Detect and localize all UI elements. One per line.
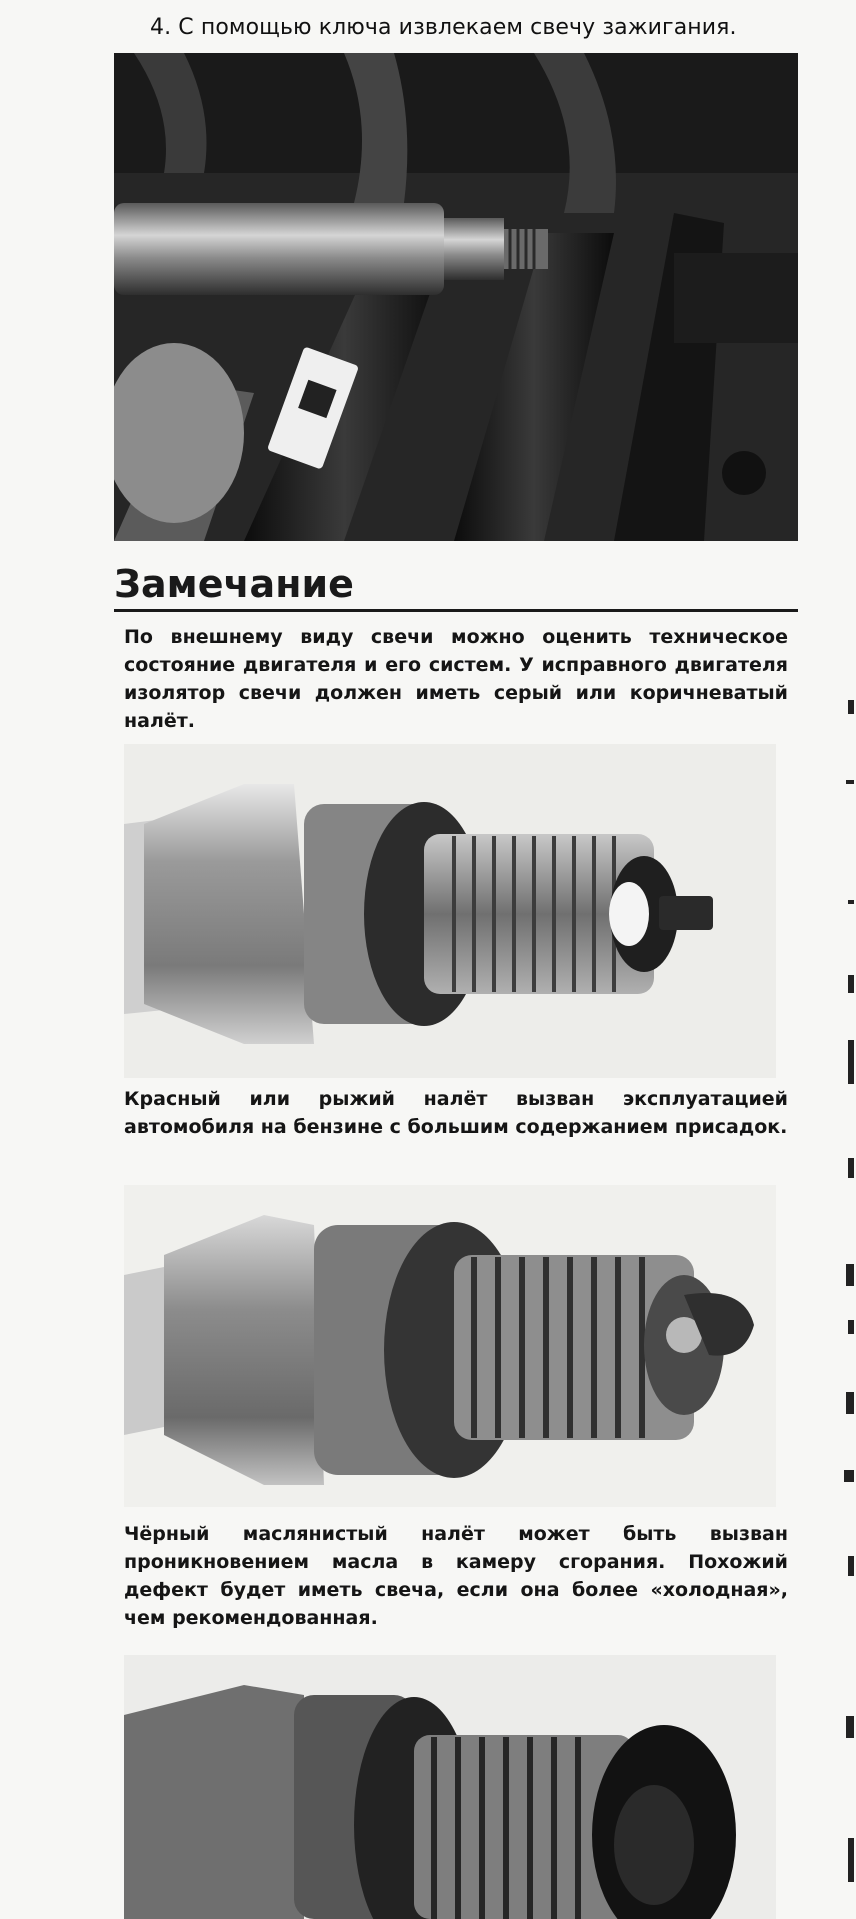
engine-photo-illustration [114, 53, 798, 541]
note-title: Замечание [114, 562, 354, 606]
spark-plug-gray-deposit-photo [124, 744, 776, 1078]
edge-mark [848, 1556, 854, 1576]
edge-mark [844, 1470, 854, 1482]
edge-mark [848, 700, 854, 714]
edge-mark [848, 975, 854, 993]
spark-plug-black-oily-deposit-photo [124, 1655, 776, 1919]
step-caption: 4. С помощью ключа извлекаем свечу зажигания. [150, 15, 737, 40]
edge-mark [848, 1320, 854, 1334]
spark-plug-red-deposit-photo [124, 1185, 776, 1507]
spark-plug-2-illustration [124, 1185, 776, 1507]
page-edge-marks [838, 0, 856, 1919]
edge-mark [848, 1158, 854, 1178]
note-intro-text: По внешнему виду свечи можно оценить техническое состояние двигателя и его систем. У исправного двигателя изолятор свечи должен иметь серый или коричневатый налёт. [124, 626, 788, 732]
note-red-deposit-text: Красный или рыжий налёт вызван эксплуатацией автомобиля на бензине с большим содержанием присадок. [124, 1088, 788, 1138]
edge-mark [848, 1040, 854, 1084]
engine-spark-plug-removal-photo [114, 53, 798, 541]
title-divider [114, 609, 798, 612]
edge-mark [846, 1392, 854, 1414]
note-black-deposit-text: Чёрный маслянистый налёт может быть вызван проникновением масла в камеру сгорания. Похожий дефект будет иметь свеча, если она более «холодная», чем рекомендованная. [124, 1523, 788, 1629]
edge-mark [848, 900, 854, 904]
edge-mark [848, 1838, 854, 1882]
edge-mark [846, 1264, 854, 1286]
spark-plug-1-illustration [124, 744, 776, 1078]
spark-plug-3-illustration [124, 1655, 776, 1919]
edge-mark [846, 780, 854, 784]
edge-mark [846, 1716, 854, 1738]
